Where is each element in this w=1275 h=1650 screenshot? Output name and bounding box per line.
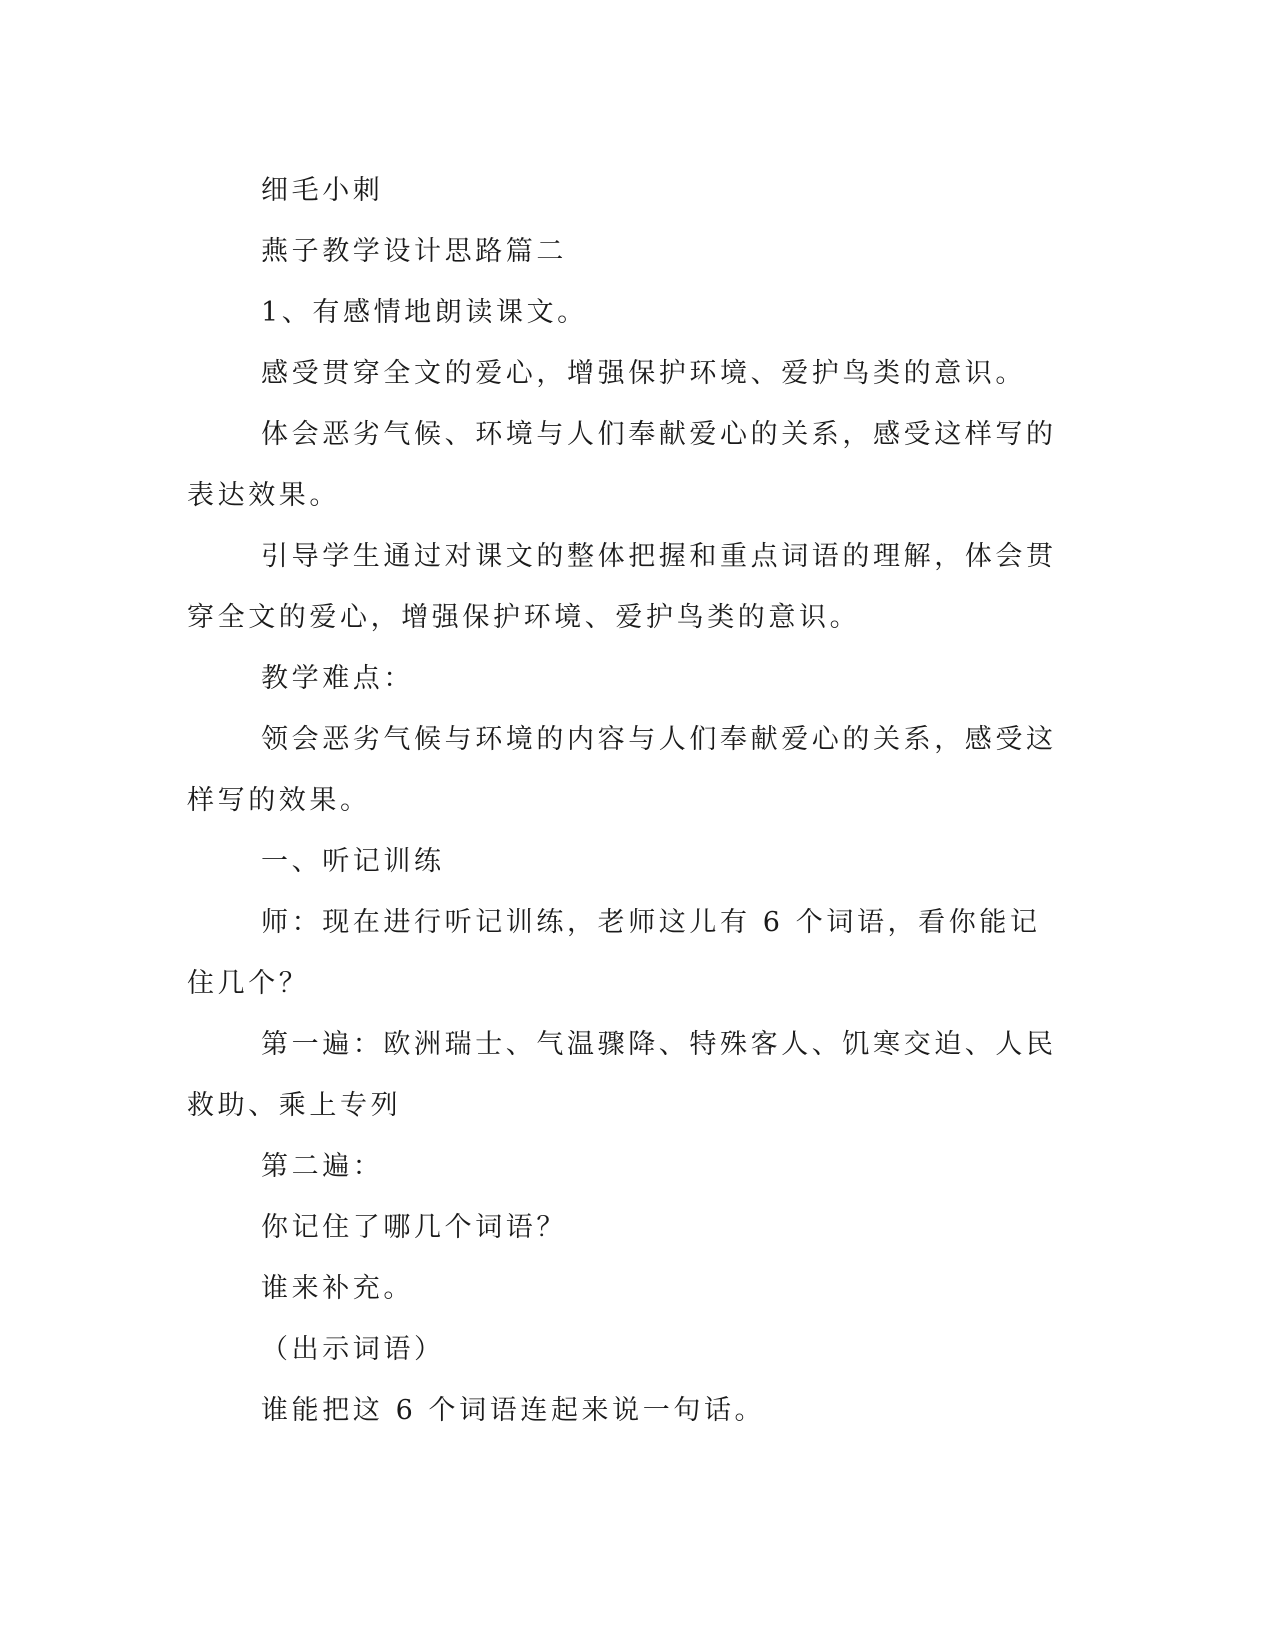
section-heading: 燕子教学设计思路篇二 <box>261 236 567 267</box>
section-heading: 一、听记训练 <box>261 846 445 877</box>
paragraph: 谁能把这 6 个词语连起来说一句话。 <box>261 1395 766 1426</box>
paragraph: 1、有感情地朗读课文。 <box>261 297 588 328</box>
paragraph: 你记住了哪几个词语？ <box>261 1212 567 1243</box>
paragraph: 第一遍：欧洲瑞士、气温骤降、特殊客人、饥寒交迫、人民救助、乘上专列 <box>187 1029 1057 1121</box>
paragraph: 第二遍： <box>261 1151 384 1182</box>
paragraph: 谁来补充。 <box>261 1273 414 1304</box>
paragraph: （出示词语） <box>261 1334 445 1365</box>
paragraph: 体会恶劣气候、环境与人们奉献爱心的关系，感受这样写的表达效果。 <box>187 419 1057 511</box>
document-body <box>187 160 1067 1441</box>
paragraph: 引导学生通过对课文的整体把握和重点词语的理解，体会贯穿全文的爱心，增强保护环境、爱护鸟类的意识。 <box>187 541 1057 633</box>
paragraph: 感受贯穿全文的爱心，增强保护环境、爱护鸟类的意识。 <box>261 358 1026 389</box>
paragraph: 师：现在进行听记训练，老师这儿有 6 个词语，看你能记住几个？ <box>187 907 1041 999</box>
paragraph: 教学难点： <box>261 663 414 694</box>
paragraph: 领会恶劣气候与环境的内容与人们奉献爱心的关系，感受这样写的效果。 <box>187 724 1057 816</box>
paragraph: 细毛小刺 <box>261 175 384 206</box>
